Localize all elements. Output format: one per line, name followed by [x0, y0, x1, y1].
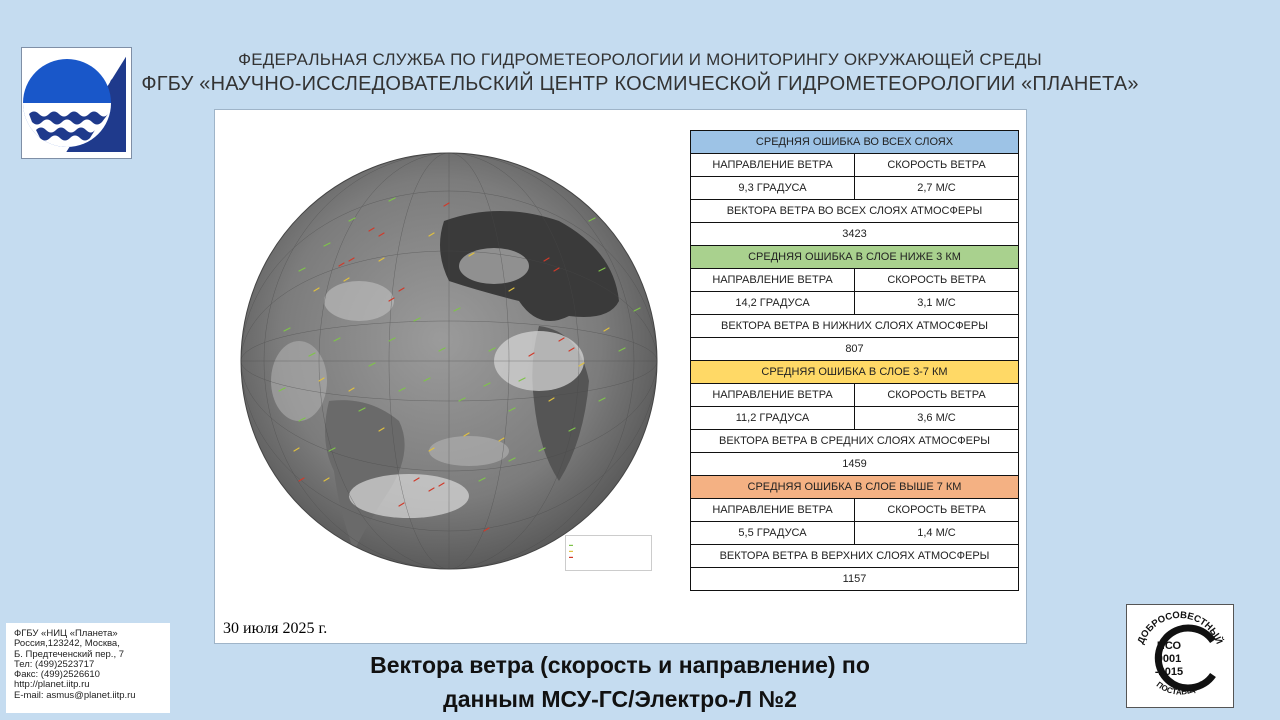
vector-count-label: ВЕКТОРА ВЕТРА В НИЖНИХ СЛОЯХ АТМОСФЕРЫ [691, 315, 1019, 338]
vector-count-value: 3423 [691, 223, 1019, 246]
section-title: СРЕДНЯЯ ОШИБКА В СЛОЕ ВЫШЕ 7 КМ [691, 476, 1019, 499]
contact-info [6, 623, 170, 713]
section-all-layers-header [691, 131, 1019, 154]
iso-certificate-badge [1126, 604, 1234, 708]
header-institution: ФГБУ «НАУЧНО-ИССЛЕДОВАТЕЛЬСКИЙ ЦЕНТР КОСМИЧЕСКОЙ ГИДРОМЕТЕОРОЛОГИИ «ПЛАНЕТА» [141, 73, 1139, 95]
wind-direction-value: 9,3 ГРАДУСА [691, 177, 855, 200]
section-below-3km-header [691, 246, 1019, 269]
wind-direction-label: НАПРАВЛЕНИЕ ВЕТРА [691, 269, 855, 292]
svg-text:ПОСТАВЩИК: ПОСТАВЩИК [1154, 679, 1206, 697]
contact-website: http://planet.iitp.ru [14, 679, 90, 691]
vector-count-label: ВЕКТОРА ВЕТРА ВО ВСЕХ СЛОЯХ АТМОСФЕРЫ [691, 200, 1019, 223]
svg-text:ДОБРОСОВЕСТНЫЙ: ДОБРОСОВЕСТНЫЙ [1135, 609, 1225, 646]
section-3-7km-header [691, 361, 1019, 384]
caption-line-1: Вектора ветра (скорость и направление) по [370, 652, 870, 678]
section-title: СРЕДНЯЯ ОШИБКА ВО ВСЕХ СЛОЯХ [691, 131, 1019, 154]
section-title: СРЕДНЯЯ ОШИБКА В СЛОЕ НИЖЕ 3 КМ [691, 246, 1019, 269]
wind-direction-value: 14,2 ГРАДУСА [691, 292, 855, 315]
wind-direction-value: 5,5 ГРАДУСА [691, 522, 855, 545]
wind-speed-label: СКОРОСТЬ ВЕТРА [855, 384, 1019, 407]
wind-speed-label: СКОРОСТЬ ВЕТРА [855, 269, 1019, 292]
section-title: СРЕДНЯЯ ОШИБКА В СЛОЕ 3-7 КМ [691, 361, 1019, 384]
caption-line-2: данным МСУ-ГС/Электро-Л №2 [443, 686, 797, 712]
wind-speed-value: 3,6 М/С [855, 407, 1019, 430]
header-agency: ФЕДЕРАЛЬНАЯ СЛУЖБА ПО ГИДРОМЕТЕОРОЛОГИИ И МОНИТОРИНГУ ОКРУЖАЮЩЕЙ СРЕДЫ [238, 50, 1042, 69]
svg-text:-2015: -2015 [1154, 666, 1184, 678]
contact-address-1: Россия,123242, Москва, [14, 638, 120, 650]
contact-email: E-mail: asmus@planet.iitp.ru [14, 689, 136, 701]
vector-count-value: 1157 [691, 568, 1019, 591]
svg-text:ИСО: ИСО [1156, 640, 1182, 652]
content-panel [214, 109, 1027, 644]
error-stats-table [690, 130, 1019, 591]
vector-count-label: ВЕКТОРА ВЕТРА В ВЕРХНИХ СЛОЯХ АТМОСФЕРЫ [691, 545, 1019, 568]
wind-direction-value: 11,2 ГРАДУСА [691, 407, 855, 430]
wind-speed-value: 2,7 М/С [855, 177, 1019, 200]
wind-speed-value: 1,4 М/С [855, 522, 1019, 545]
wind-direction-label: НАПРАВЛЕНИЕ ВЕТРА [691, 384, 855, 407]
wind-direction-label: НАПРАВЛЕНИЕ ВЕТРА [691, 499, 855, 522]
svg-text:9001: 9001 [1156, 653, 1182, 665]
vector-count-label: ВЕКТОРА ВЕТРА В СРЕДНИХ СЛОЯХ АТМОСФЕРЫ [691, 430, 1019, 453]
satellite-globe-image [239, 151, 659, 571]
wind-speed-label: СКОРОСТЬ ВЕТРА [855, 499, 1019, 522]
contact-org: ФГБУ «НИЦ «Планета» [14, 628, 118, 639]
contact-address-2: Б. Предтеченский пер., 7 [14, 648, 125, 660]
image-legend: ▬ ▬ ▬ [565, 535, 652, 571]
vector-count-value: 1459 [691, 453, 1019, 476]
image-date: 30 июля 2025 г. [223, 620, 328, 637]
wind-speed-value: 3,1 М/С [855, 292, 1019, 315]
vector-count-value: 807 [691, 338, 1019, 361]
wind-speed-label: СКОРОСТЬ ВЕТРА [855, 154, 1019, 177]
planeta-logo [21, 47, 132, 159]
section-above-7km-header [691, 476, 1019, 499]
wind-direction-label: НАПРАВЛЕНИЕ ВЕТРА [691, 154, 855, 177]
contact-phone: Тел: (499)2523717 [14, 658, 95, 670]
contact-fax: Факс: (499)2526610 [14, 669, 100, 681]
